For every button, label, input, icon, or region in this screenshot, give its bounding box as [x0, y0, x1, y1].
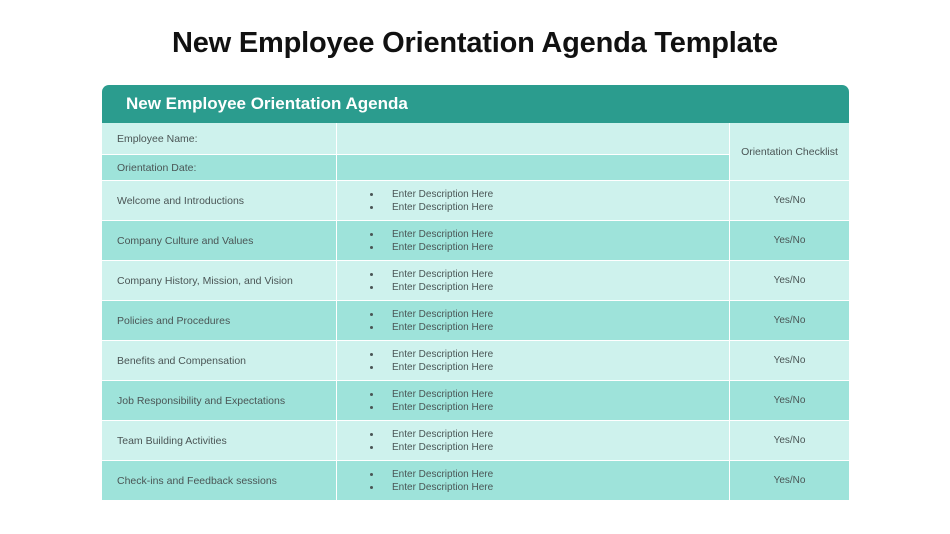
description-bullet: Enter Description Here [370, 308, 493, 321]
description-bullet: Enter Description Here [370, 441, 493, 454]
orientation-date-label: Orientation Date: [102, 154, 336, 180]
agenda-description [336, 260, 729, 300]
description-bullet: Enter Description Here [370, 348, 493, 361]
agenda-description [336, 300, 729, 340]
agenda-topic: Company History, Mission, and Vision [102, 260, 336, 300]
description-bullet: Enter Description Here [370, 388, 493, 401]
agenda-description [336, 220, 729, 260]
agenda-description [336, 340, 729, 380]
orientation-checklist-header: Orientation Checklist [729, 123, 849, 180]
description-bullet: Enter Description Here [370, 268, 493, 281]
description-bullet: Enter Description Here [370, 468, 493, 481]
checklist-value: Yes/No [729, 180, 849, 220]
description-bullet: Enter Description Here [370, 281, 493, 294]
page-title: New Employee Orientation Agenda Template [172, 27, 778, 59]
agenda-description [336, 460, 729, 500]
description-bullet: Enter Description Here [370, 201, 493, 214]
checklist-value: Yes/No [729, 260, 849, 300]
agenda-topic: Policies and Procedures [102, 300, 336, 340]
agenda-topic: Team Building Activities [102, 420, 336, 460]
agenda-topic: Check-ins and Feedback sessions [102, 460, 336, 500]
description-bullet: Enter Description Here [370, 188, 493, 201]
agenda-topic: Company Culture and Values [102, 220, 336, 260]
checklist-value: Yes/No [729, 300, 849, 340]
checklist-value: Yes/No [729, 380, 849, 420]
agenda-topic: Benefits and Compensation [102, 340, 336, 380]
description-bullet: Enter Description Here [370, 228, 493, 241]
agenda-description [336, 420, 729, 460]
description-bullet: Enter Description Here [370, 481, 493, 494]
agenda-table [102, 123, 849, 500]
description-bullet: Enter Description Here [370, 361, 493, 374]
agenda-topic: Welcome and Introductions [102, 180, 336, 220]
checklist-value: Yes/No [729, 220, 849, 260]
orientation-date-field[interactable] [336, 154, 729, 180]
checklist-value: Yes/No [729, 340, 849, 380]
description-bullet: Enter Description Here [370, 241, 493, 254]
agenda-header: New Employee Orientation Agenda [102, 85, 849, 123]
description-bullet: Enter Description Here [370, 428, 493, 441]
agenda-table-card [102, 85, 849, 500]
description-bullet: Enter Description Here [370, 321, 493, 334]
agenda-topic: Job Responsibility and Expectations [102, 380, 336, 420]
description-bullet: Enter Description Here [370, 401, 493, 414]
agenda-description [336, 380, 729, 420]
employee-name-label: Employee Name: [102, 123, 336, 154]
checklist-value: Yes/No [729, 420, 849, 460]
agenda-description [336, 180, 729, 220]
checklist-value: Yes/No [729, 460, 849, 500]
employee-name-field[interactable] [336, 123, 729, 154]
